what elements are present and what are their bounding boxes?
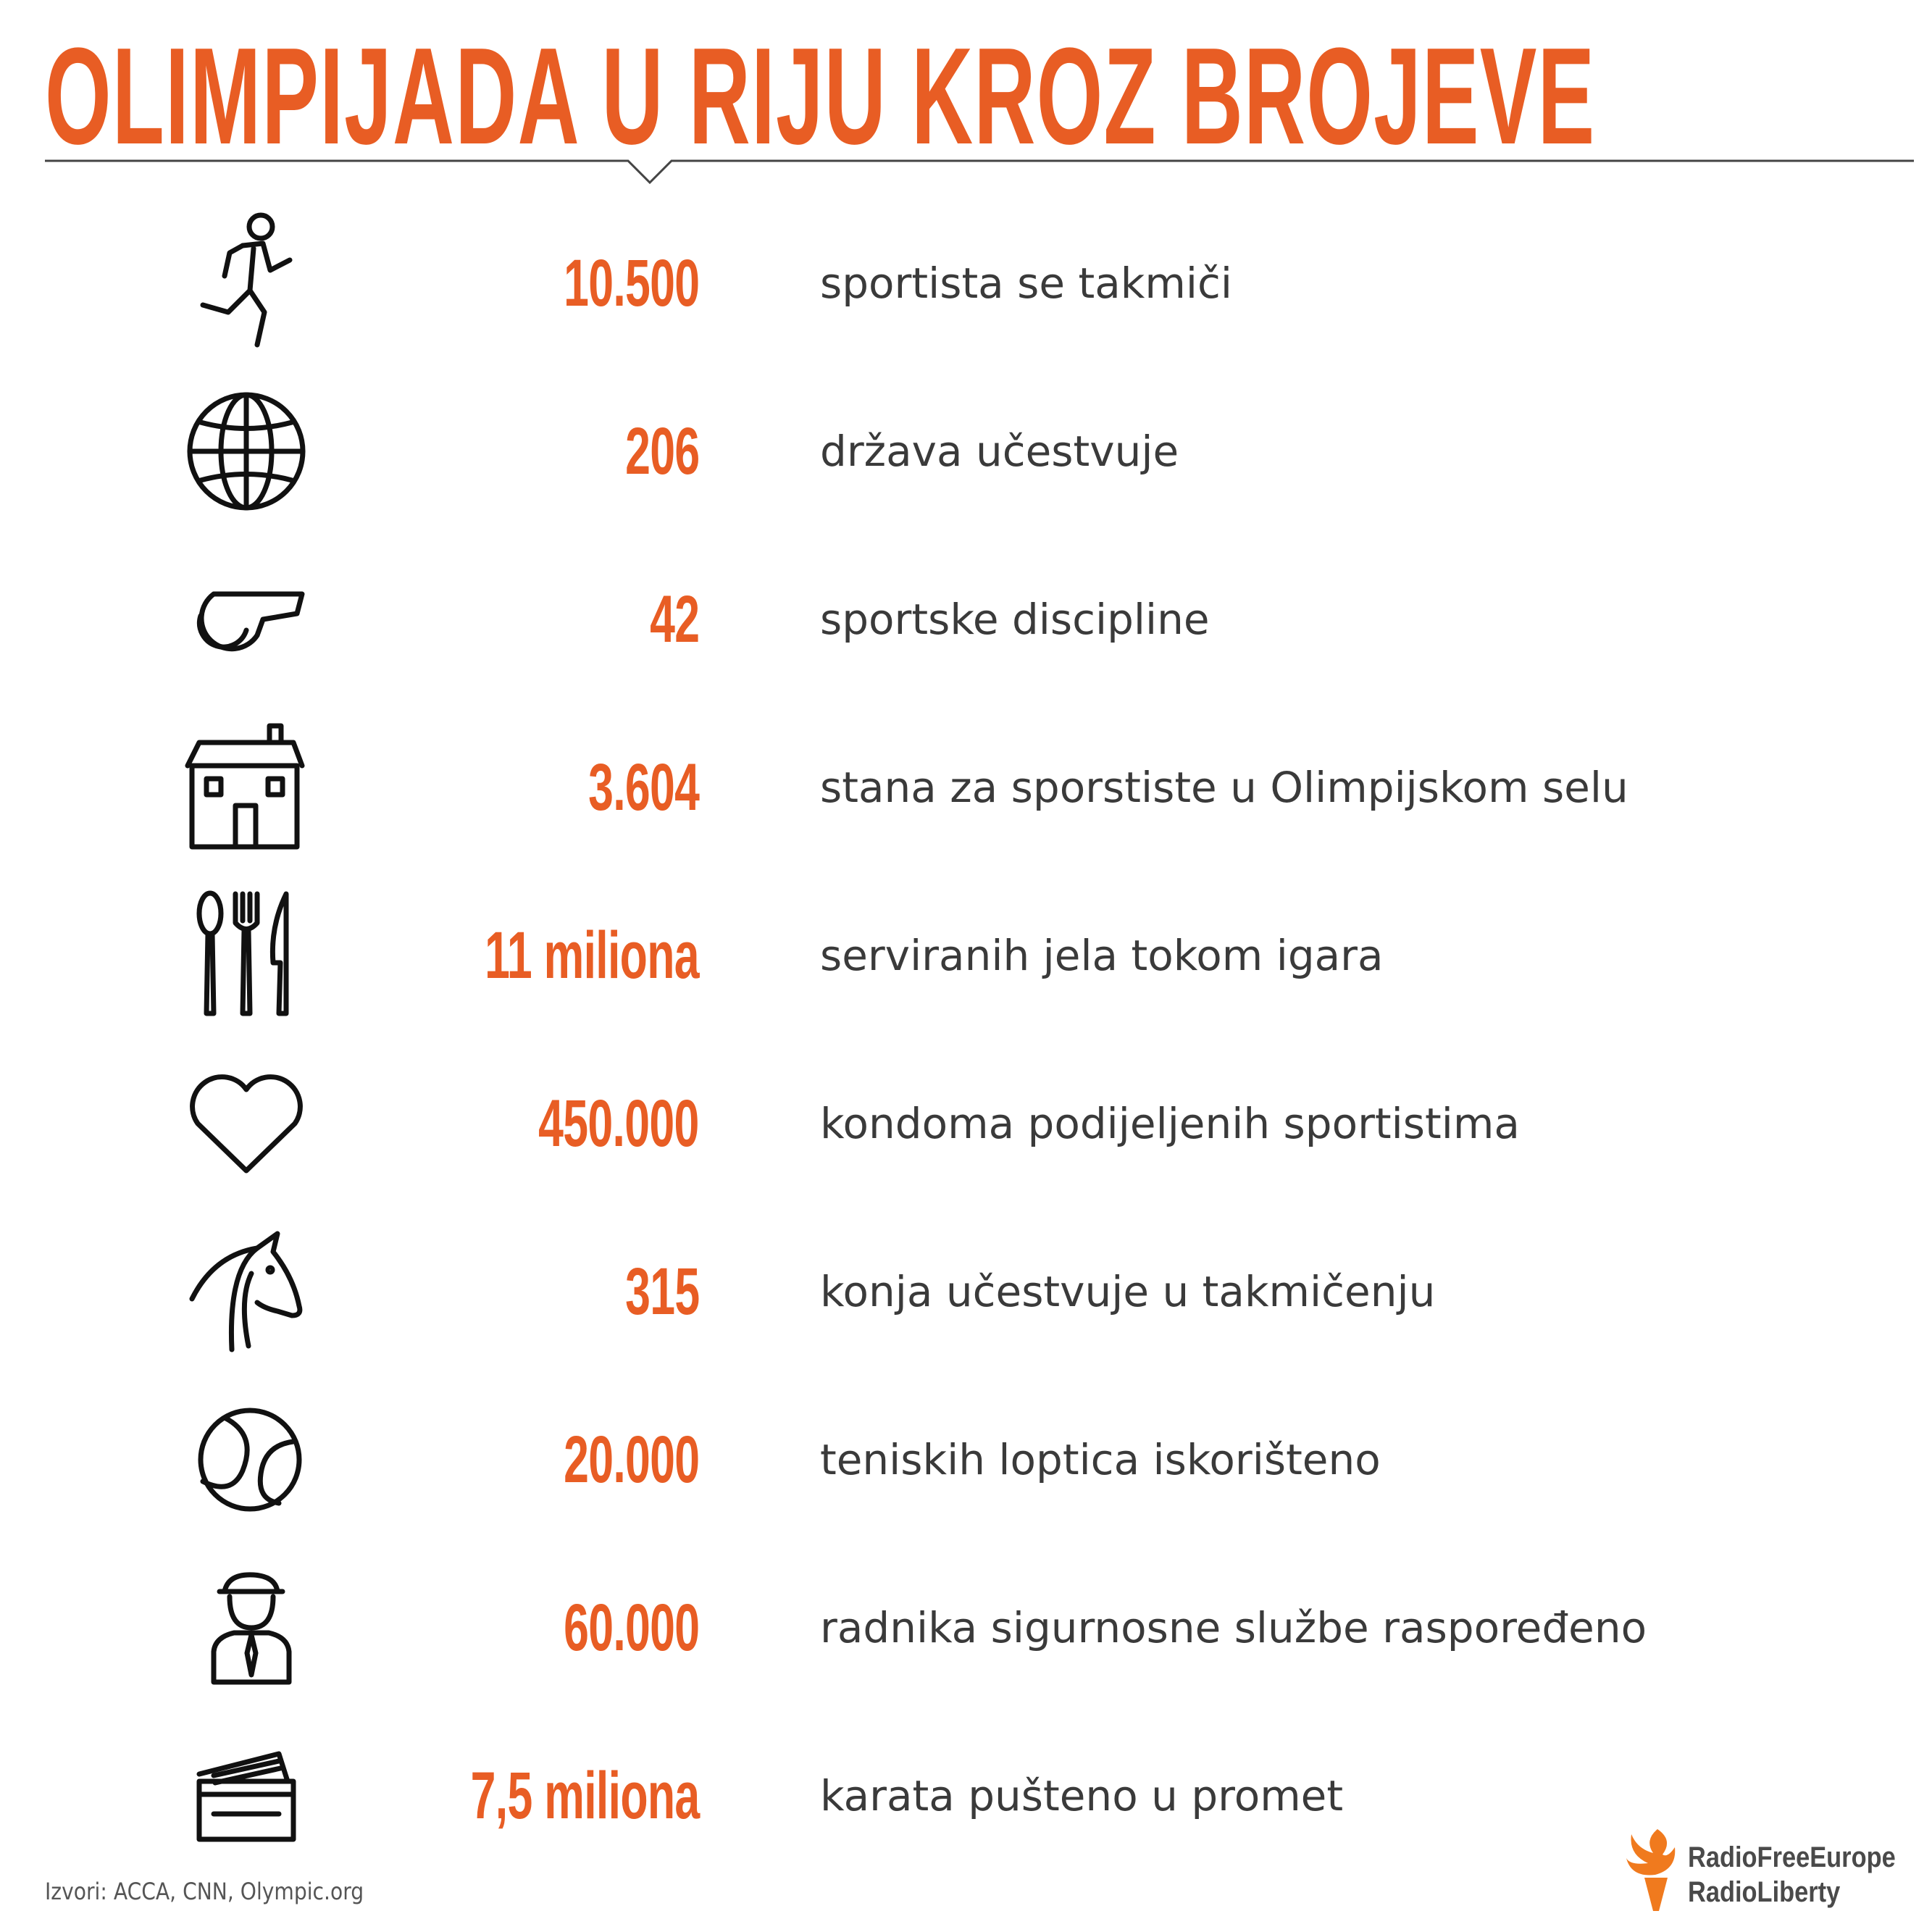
stat-row <box>0 1544 1932 1712</box>
stat-value: 450.000 <box>538 1087 699 1161</box>
stat-label: radnika sigurnosne službe raspoređeno <box>820 1603 1647 1652</box>
stat-value: 20.000 <box>563 1423 699 1497</box>
security-guard-icon <box>185 1566 308 1689</box>
stat-row <box>0 535 1932 703</box>
stat-value: 315 <box>624 1255 699 1329</box>
runner-icon <box>185 211 308 356</box>
stat-row <box>0 1040 1932 1208</box>
heart-icon <box>185 1069 308 1178</box>
stat-row <box>0 703 1932 871</box>
stat-label: karata pušteno u promet <box>820 1771 1344 1820</box>
stat-label: kondoma podijeljenih sportistima <box>820 1099 1520 1148</box>
stat-value: 60.000 <box>563 1591 699 1665</box>
rferl-logo <box>1623 1826 1920 1912</box>
stat-row <box>0 871 1932 1040</box>
stat-label: država učestvuje <box>820 427 1179 476</box>
stat-label: sportske discipline <box>820 595 1210 644</box>
stat-label: stana za sporstiste u Olimpijskom selu <box>820 763 1628 812</box>
stat-label: serviranih jela tokom igara <box>820 931 1384 980</box>
torch-icon <box>1623 1826 1688 1912</box>
stat-row <box>0 199 1932 367</box>
stat-value: 10.500 <box>563 246 699 320</box>
house-icon <box>185 722 308 853</box>
logo-text <box>1688 1840 1896 1910</box>
stat-row <box>0 1376 1932 1544</box>
stat-value: 42 <box>649 582 699 656</box>
globe-icon <box>185 390 308 513</box>
stat-value: 7,5 miliona <box>470 1759 699 1833</box>
tennis-ball-icon <box>185 1402 308 1518</box>
whistle-icon <box>185 576 308 663</box>
logo-line-1: RadioFreeEurope <box>1688 1841 1896 1873</box>
stat-value: 3.604 <box>587 750 699 824</box>
stat-row <box>0 367 1932 535</box>
title-divider <box>45 154 1914 190</box>
stat-label: sportista se takmiči <box>820 259 1232 308</box>
stat-label: konja učestvuje u takmičenju <box>820 1267 1436 1316</box>
tickets-icon <box>185 1745 308 1847</box>
stat-value: 11 miliona <box>485 919 699 992</box>
page-title: OLIMPIJADA U RIJU KROZ BROJEVE <box>45 20 1596 173</box>
cutlery-icon <box>185 890 308 1021</box>
stat-row <box>0 1208 1932 1376</box>
stat-label: teniskih loptica iskorišteno <box>820 1435 1381 1484</box>
stat-value: 206 <box>624 414 699 488</box>
sources-note: Izvori: ACCA, CNN, Olympic.org <box>45 1878 364 1905</box>
logo-line-2: RadioLiberty <box>1688 1876 1841 1908</box>
horse-icon <box>185 1230 308 1353</box>
